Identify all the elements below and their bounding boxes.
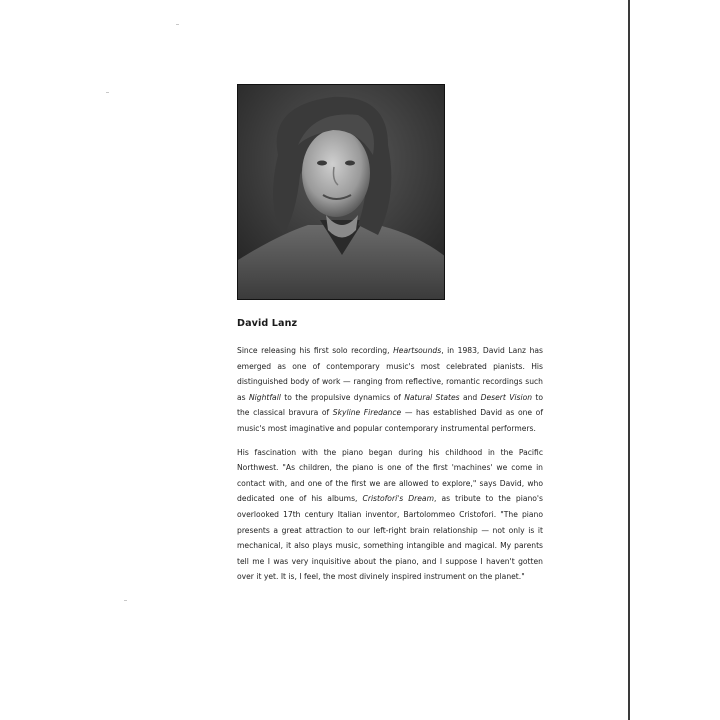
- text-run: His fascination with the piano began during his childhood in the Pacific Northwest. "As children, the piano is one of the first 'machines' we come in contact with, and one of the first we are allowed to explore," says David, who dedicated one of his albums,: [237, 447, 543, 504]
- bio-paragraph-2: [237, 445, 543, 585]
- text-run: to the propulsive dynamics of: [280, 392, 405, 402]
- italic-title: Heartsounds: [393, 346, 442, 355]
- italic-title: Natural States: [404, 392, 460, 402]
- text-run: to the classical bravura of: [237, 392, 543, 418]
- bio-section: [237, 318, 543, 593]
- text-run: Since releasing his first solo recording,: [237, 346, 394, 355]
- italic-title: Skyline Firedance: [332, 408, 402, 418]
- scan-speck: [106, 92, 109, 93]
- text-run: , in 1983, David Lanz has emerged as one of contemporary music's most celebrated pianists. His distinguished body of work — ranging from reflective, romantic recordings such as: [237, 346, 543, 402]
- italic-title: Cristofori's Dream: [362, 494, 434, 504]
- text-run: — has established David as one of music's most imaginative and popular contemporary instrumental performers.: [237, 408, 543, 433]
- text-run: , as tribute to the piano's overlooked 17th century Italian inventor, Bartolommeo Cristofori. "The piano presents a great attraction to our left-right brain relationship — not only is it mechanical, it also plays music, something intangible and magical. My parents tell me I was very inquisitive about the piano, and I suppose I haven't gotten over it yet. It is, I feel, the most divinely inspired instrument on the planet.": [237, 494, 543, 582]
- bio-paragraph-1: [237, 343, 543, 437]
- italic-title: Nightfall: [248, 392, 281, 402]
- scan-speck: [176, 24, 179, 25]
- scan-speck: [124, 600, 127, 601]
- bio-heading: David Lanz: [237, 318, 298, 329]
- text-run: and: [459, 392, 481, 402]
- portrait-photo: [237, 84, 445, 300]
- italic-title: Desert Vision: [480, 392, 533, 402]
- right-margin: [630, 0, 720, 720]
